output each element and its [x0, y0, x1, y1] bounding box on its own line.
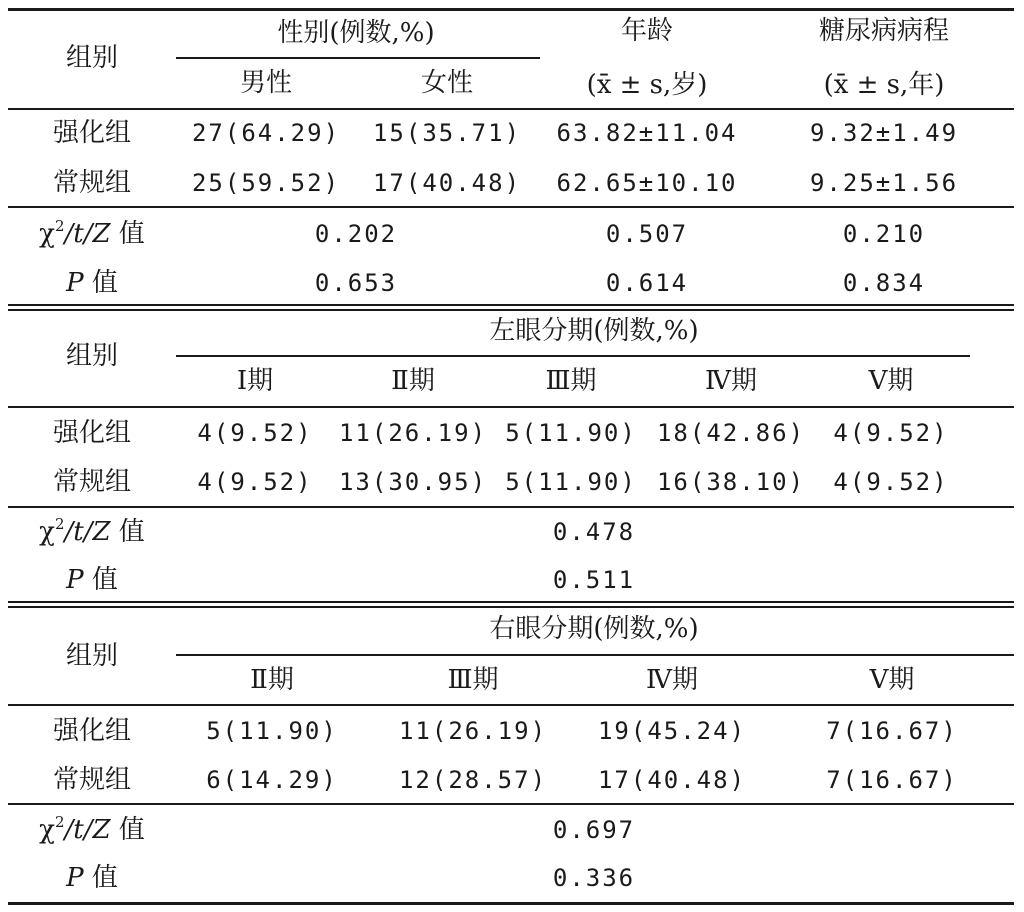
table-cell: 16(38.10) [656, 468, 806, 496]
stage-header: Ⅴ期 [869, 665, 915, 695]
right-eye-stage-header: 右眼分期(例数,%) [489, 614, 699, 644]
stage-header: Ⅰ期 [236, 366, 274, 396]
statistic-suffix: 值 [118, 815, 145, 845]
stage-header: Ⅱ期 [250, 665, 294, 695]
table-cell: 17(40.48) [372, 169, 522, 197]
table-cell: 4(9.52) [197, 419, 313, 447]
header-bottom-rule [8, 108, 1014, 110]
stage-header: Ⅱ期 [391, 366, 435, 396]
statistic-value: 0.697 [552, 816, 636, 844]
p-value: 0.653 [314, 269, 398, 297]
sex-span-rule [176, 57, 540, 59]
table-cell: 62.65±10.10 [556, 169, 738, 197]
stage-header: Ⅳ期 [646, 665, 698, 695]
table-row-group-label: 强化组 [52, 118, 132, 148]
p-value: 0.336 [552, 864, 636, 892]
chi-superscript: 2 [54, 813, 65, 831]
table-top-rule [8, 8, 1014, 11]
p-value-label [66, 567, 118, 593]
chi-superscript: 2 [54, 515, 65, 533]
stage-header: Ⅲ期 [545, 366, 597, 396]
table-cell: 12(28.57) [398, 766, 548, 794]
section-divider-2b [8, 606, 1014, 608]
p-symbol: P [66, 565, 84, 595]
statistic-vars: /t/Z [64, 219, 111, 249]
group-header: 组别 [65, 641, 119, 671]
statistic-value: 0.210 [842, 220, 926, 248]
p-value: 0.834 [842, 269, 926, 297]
table-cell: 9.32±1.49 [809, 119, 959, 147]
table-cell: 9.25±1.56 [809, 169, 959, 197]
age-header: 年龄 [620, 16, 674, 46]
group-header: 组别 [65, 43, 119, 73]
table-cell: 17(40.48) [597, 766, 747, 794]
right-eye-span-rule [176, 654, 1014, 656]
table-cell: 5(11.90) [505, 468, 637, 496]
body-bottom-rule [8, 803, 1014, 805]
section-divider-1b [8, 309, 1014, 311]
chi-symbol: χ [39, 219, 55, 249]
table-cell: 7(16.67) [826, 766, 958, 794]
table-cell: 4(9.52) [833, 419, 949, 447]
table-cell: 18(42.86) [656, 419, 806, 447]
age-unit-header: (x̄ ± s,岁) [586, 70, 708, 100]
table-cell: 4(9.52) [833, 468, 949, 496]
chi-symbol: χ [39, 517, 55, 547]
left-eye-stage-header: 左眼分期(例数,%) [489, 316, 699, 346]
left-eye-span-rule [176, 355, 970, 357]
table-cell: 63.82±11.04 [556, 119, 738, 147]
table-bottom-rule [8, 902, 1014, 905]
statistic-value: 0.507 [605, 220, 689, 248]
table-cell: 11(26.19) [398, 717, 548, 745]
female-header: 女性 [420, 68, 474, 98]
table-row-group-label: 常规组 [52, 168, 132, 198]
table-cell: 25(59.52) [191, 169, 341, 197]
statistic-vars: /t/Z [64, 517, 111, 547]
table-cell: 4(9.52) [197, 468, 313, 496]
sex-header: 性别(例数,%) [277, 18, 435, 48]
stage-header: Ⅳ期 [705, 366, 757, 396]
p-symbol: P [66, 268, 84, 298]
header-bottom-rule [8, 406, 1014, 408]
table-cell: 15(35.71) [372, 119, 522, 147]
p-value: 0.614 [605, 269, 689, 297]
table-cell: 6(14.29) [206, 766, 338, 794]
p-value-label [66, 865, 118, 891]
table-row-group-label: 强化组 [52, 716, 132, 746]
table-row-group-label: 强化组 [52, 418, 132, 448]
body-bottom-rule [8, 506, 1014, 508]
table-cell: 5(11.90) [206, 717, 338, 745]
statistic-vars: /t/Z [64, 815, 111, 845]
section-divider-1a [8, 304, 1014, 306]
duration-unit-header: (x̄ ± s,年) [823, 70, 945, 100]
table-cell: 5(11.90) [505, 419, 637, 447]
statistic-suffix: 值 [118, 219, 145, 249]
table-row-group-label: 常规组 [52, 467, 132, 497]
table-cell: 7(16.67) [826, 717, 958, 745]
header-bottom-rule [8, 704, 1014, 706]
table-cell: 27(64.29) [191, 119, 341, 147]
table-cell: 19(45.24) [597, 717, 747, 745]
table-row-group-label: 常规组 [52, 765, 132, 795]
statistic-label [39, 813, 145, 845]
male-header: 男性 [239, 68, 293, 98]
section-divider-2a [8, 601, 1014, 603]
body-bottom-rule [8, 206, 1014, 208]
p-suffix: 值 [91, 268, 118, 298]
p-value: 0.511 [552, 566, 636, 594]
group-header: 组别 [65, 341, 119, 371]
statistic-label [39, 515, 145, 547]
chi-symbol: χ [39, 815, 55, 845]
p-symbol: P [66, 863, 84, 893]
duration-header: 糖尿病病程 [818, 16, 950, 46]
p-suffix: 值 [91, 863, 118, 893]
table-cell: 13(30.95) [338, 468, 488, 496]
statistic-value: 0.202 [314, 220, 398, 248]
statistic-label [39, 217, 145, 249]
table-cell: 11(26.19) [338, 419, 488, 447]
stage-header: Ⅴ期 [868, 366, 914, 396]
p-suffix: 值 [91, 565, 118, 595]
stage-header: Ⅲ期 [447, 665, 499, 695]
statistic-suffix: 值 [118, 517, 145, 547]
statistic-value: 0.478 [552, 518, 636, 546]
chi-superscript: 2 [54, 217, 65, 235]
p-value-label [66, 270, 118, 296]
